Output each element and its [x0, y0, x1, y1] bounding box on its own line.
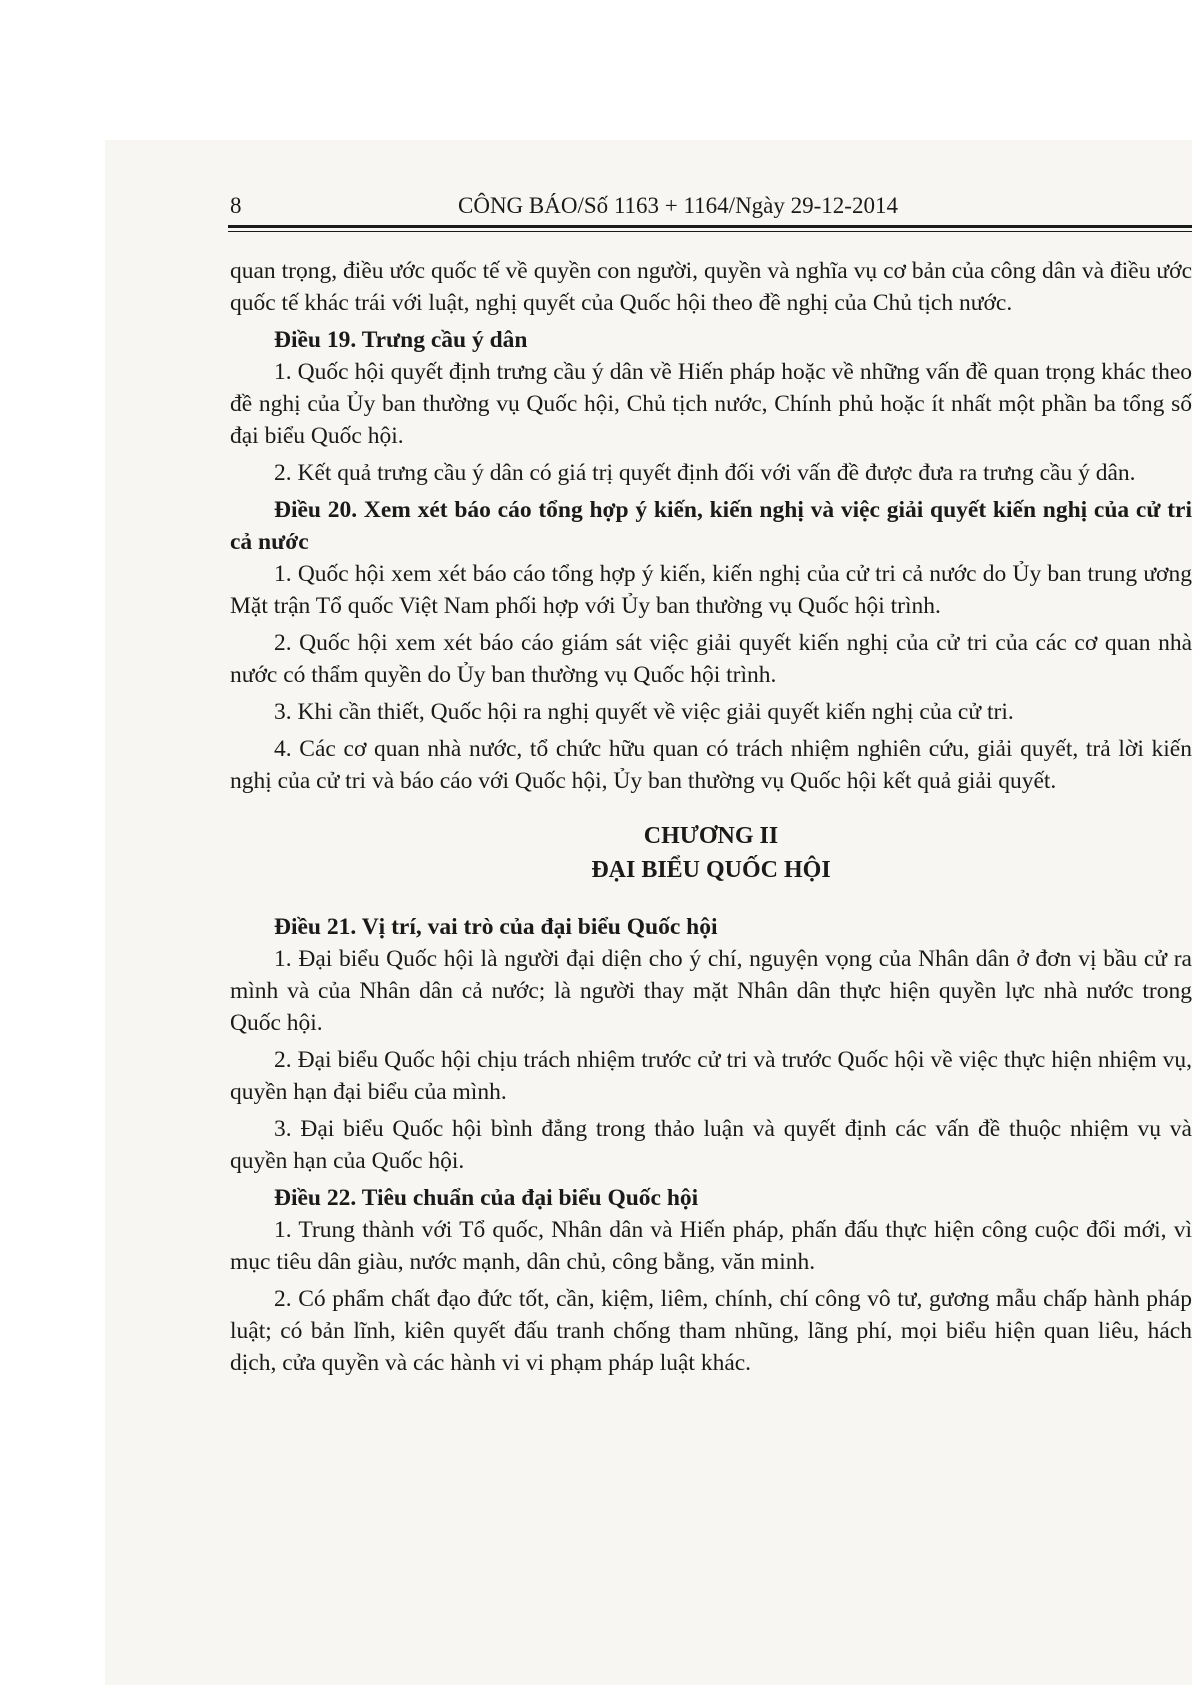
article-21-clause-1: 1. Đại biểu Quốc hội là người đại diện cho ý chí, nguyện vọng của Nhân dân ở đơn vị bầu cử ra mình và của Nhân dân cả nước; là người thay mặt Nhân dân thực hiện quyền lực nhà nước trong Quốc hội.: [230, 946, 1192, 1036]
page-number: 8: [230, 193, 242, 218]
article-22-clause-2: 2. Có phẩm chất đạo đức tốt, cần, kiệm, liêm, chính, chí công vô tư, gương mẫu chấp hành pháp luật; có bản lĩnh, kiên quyết đấu tranh chống tham nhũng, lãng phí, mọi biểu hiện quan liêu, hách dịch, cửa quyền và các hành vi vi phạm pháp luật khác.: [230, 1286, 1192, 1376]
article-19-heading: Điều 19. Trưng cầu ý dân: [274, 327, 528, 353]
article-20-clause-1: 1. Quốc hội xem xét báo cáo tổng hợp ý kiến, kiến nghị của cử tri cả nước do Ủy ban trung ương Mặt trận Tổ quốc Việt Nam phối hợp với Ủy ban thường vụ Quốc hội trình.: [230, 561, 1192, 619]
article-20-clause-2: 2. Quốc hội xem xét báo cáo giám sát việc giải quyết kiến nghị của cử tri của các cơ quan nhà nước có thẩm quyền do Ủy ban thường vụ Quốc hội trình.: [230, 630, 1192, 688]
article-21-clause-3: 3. Đại biểu Quốc hội bình đẳng trong thảo luận và quyết định các vấn đề thuộc nhiệm vụ và quyền hạn của Quốc hội.: [230, 1116, 1192, 1174]
header-rule-thick: [228, 225, 1192, 228]
page-header: [230, 191, 1192, 221]
article-20-clause-3: 3. Khi cần thiết, Quốc hội ra nghị quyết về việc giải quyết kiến nghị của cử tri.: [274, 699, 1014, 725]
intro-paragraph: quan trọng, điều ước quốc tế về quyền con người, quyền và nghĩa vụ cơ bản của công dân và điều ước quốc tế khác trái với luật, nghị quyết của Quốc hội theo đề nghị của Chủ tịch nước.: [230, 258, 1192, 316]
article-19-clause-1: 1. Quốc hội quyết định trưng cầu ý dân về Hiến pháp hoặc về những vấn đề quan trọng khác theo đề nghị của Ủy ban thường vụ Quốc hội, Chủ tịch nước, Chính phủ hoặc ít nhất một phần ba tổng số đại biểu Quốc hội.: [230, 359, 1192, 449]
article-19-clause-2: 2. Kết quả trưng cầu ý dân có giá trị quyết định đối với vấn đề được đưa ra trưng cầu ý dân.: [274, 460, 1136, 486]
article-20-clause-4: 4. Các cơ quan nhà nước, tổ chức hữu quan có trách nhiệm nghiên cứu, giải quyết, trả lời kiến nghị của cử tri và báo cáo với Quốc hội, Ủy ban thường vụ Quốc hội kết quả giải quyết.: [230, 736, 1192, 794]
article-21-clause-2: 2. Đại biểu Quốc hội chịu trách nhiệm trước cử tri và trước Quốc hội về việc thực hiện nhiệm vụ, quyền hạn đại biểu của mình.: [230, 1047, 1192, 1105]
gazette-title: CÔNG BÁO/Số 1163 + 1164/Ngày 29-12-2014: [458, 193, 898, 218]
article-22-heading: Điều 22. Tiêu chuẩn của đại biểu Quốc hội: [274, 1185, 699, 1211]
article-22-clause-1: 1. Trung thành với Tổ quốc, Nhân dân và Hiến pháp, phấn đấu thực hiện công cuộc đổi mới, vì mục tiêu dân giàu, nước mạnh, dân chủ, công bằng, văn minh.: [230, 1217, 1192, 1275]
header-rule-thin: [228, 231, 1192, 232]
chapter-title: ĐẠI BIỂU QUỐC HỘI: [591, 857, 831, 883]
document-body: [230, 255, 1192, 1675]
chapter-number: CHƯƠNG II: [643, 823, 779, 849]
article-21-heading: Điều 21. Vị trí, vai trò của đại biểu Quốc hội: [274, 914, 718, 940]
article-20-heading: Điều 20. Xem xét báo cáo tổng hợp ý kiến, kiến nghị và việc giải quyết kiến nghị của cử tri cả nước: [230, 497, 1192, 555]
